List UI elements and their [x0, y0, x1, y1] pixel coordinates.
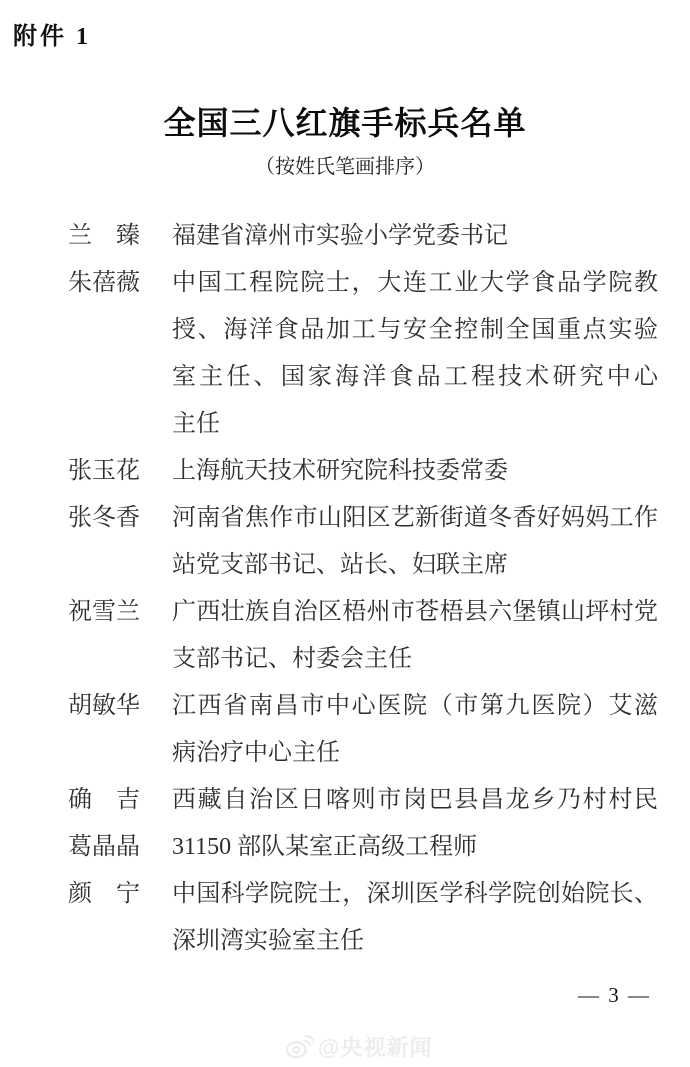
document-subtitle: （按姓氏笔画排序） [255, 156, 435, 178]
watermark [284, 1031, 432, 1062]
description-line: 站党支部书记、站长、妇联主席 [172, 552, 508, 578]
list-entry [68, 495, 658, 589]
description-line: 福建省漳州市实验小学党委书记 [172, 223, 508, 249]
document-title: 全国三八红旗手标兵名单 [163, 105, 527, 141]
description-line: 中国工程院院士，大连工业大学食品学院教 [172, 270, 658, 296]
person-description [172, 495, 658, 589]
description-line: 31150 部队某室正高级工程师 [172, 834, 478, 860]
person-name: 胡敏华 [68, 693, 140, 719]
description-line: 河南省焦作市山阳区艺新街道冬香好妈妈工作 [172, 505, 658, 531]
person-description [172, 213, 658, 260]
description-line: 主任 [172, 411, 220, 437]
attachment-label: 附件 1 [13, 24, 91, 50]
description-line: 中国科学院院士，深圳医学科学院创始院长、 [172, 881, 658, 907]
description-line: 广西壮族自治区梧州市苍梧县六堡镇山坪村党 [172, 599, 658, 625]
list-entry [68, 213, 658, 260]
person-description [172, 589, 658, 683]
person-name: 祝雪兰 [68, 599, 140, 625]
person-description [172, 260, 658, 448]
person-name: 朱蓓薇 [68, 270, 140, 296]
description-line: 上海航天技术研究院科技委常委 [172, 458, 508, 484]
person-description [172, 448, 658, 495]
weibo-icon [284, 1034, 314, 1060]
list-entry [68, 683, 658, 777]
list-entry [68, 824, 658, 871]
person-description [172, 871, 658, 965]
person-name: 葛晶晶 [68, 834, 140, 860]
list-entry [68, 777, 658, 824]
list-entry [68, 448, 658, 495]
person-description [172, 777, 658, 824]
person-name: 兰 臻 [68, 223, 140, 249]
description-line: 支部书记、村委会主任 [172, 646, 412, 672]
description-line: 病治疗中心主任 [172, 740, 340, 766]
description-line: 江西省南昌市中心医院（市第九医院）艾滋 [172, 693, 658, 719]
person-name: 颜 宁 [68, 881, 140, 907]
description-line: 室主任、国家海洋食品工程技术研究中心 [172, 364, 658, 390]
page-number: — 3 — [578, 983, 651, 1007]
list-entry [68, 589, 658, 683]
person-name: 张玉花 [68, 458, 140, 484]
description-line: 深圳湾实验室主任 [172, 928, 364, 954]
list-entry [68, 260, 658, 448]
watermark-text: @央视新闻 [318, 1035, 433, 1060]
description-line: 西藏自治区日喀则市岗巴县昌龙乡乃村村民 [172, 787, 658, 813]
person-name: 确 吉 [68, 787, 140, 813]
person-name: 张冬香 [68, 505, 140, 531]
person-description [172, 683, 658, 777]
honor-list [68, 213, 658, 965]
description-line: 授、海洋食品加工与安全控制全国重点实验 [172, 317, 658, 343]
list-entry [68, 871, 658, 965]
person-description [172, 824, 658, 871]
